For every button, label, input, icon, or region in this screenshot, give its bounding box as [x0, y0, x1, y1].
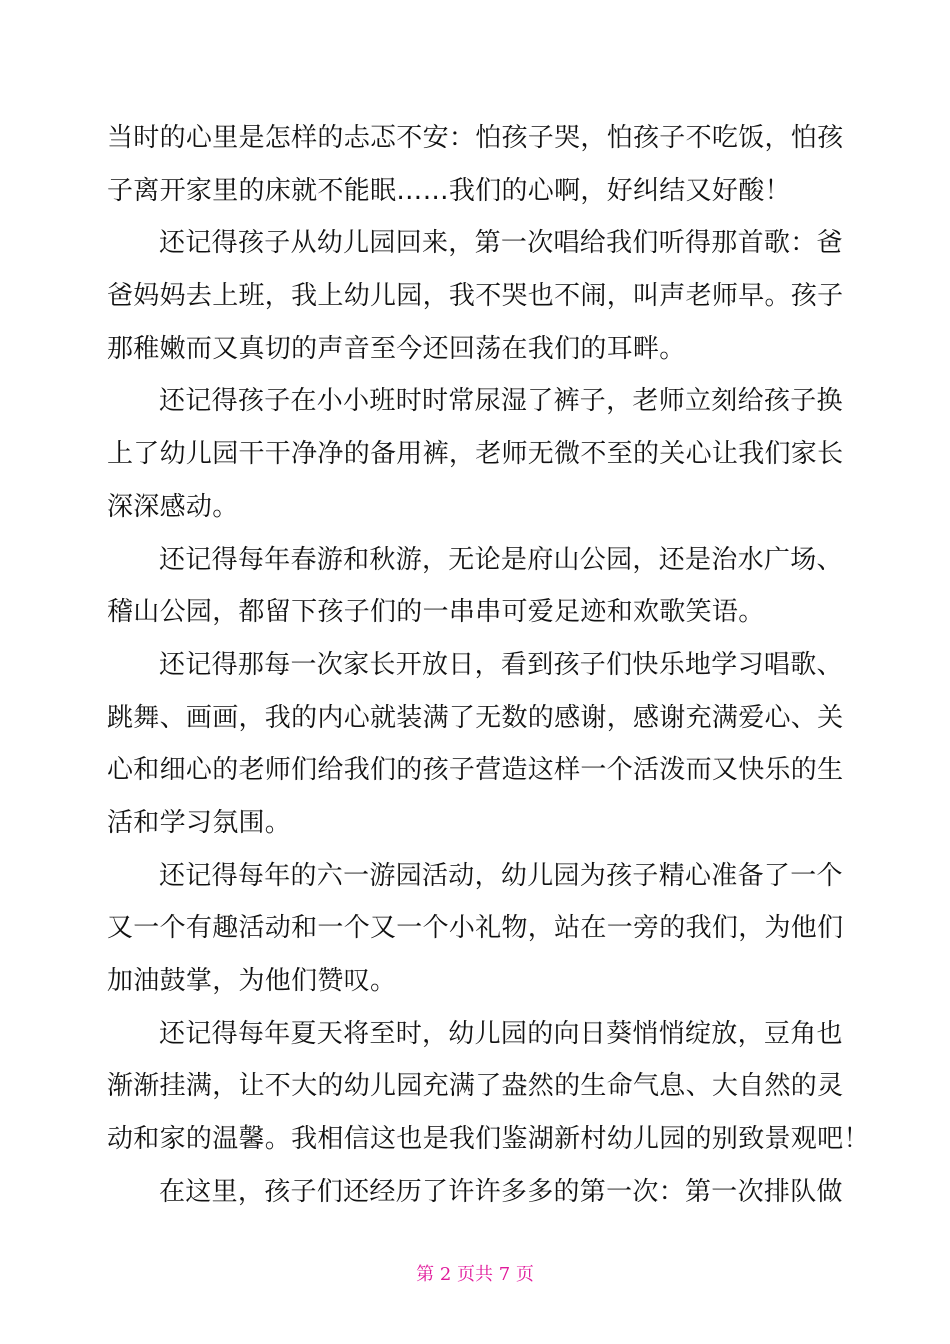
text-line: 还记得每年春游和秋游，无论是府山公园，还是治水广场、: [159, 544, 843, 575]
text-line: 又一个有趣活动和一个又一个小礼物，站在一旁的我们，为他们: [107, 913, 844, 944]
text-line: 上了幼儿园干干净净的备用裤，老师无微不至的关心让我们家长: [107, 439, 844, 470]
text-line: 心和细心的老师们给我们的孩子营造这样一个活泼而又快乐的生: [107, 755, 844, 786]
text-line: 还记得每年的六一游园活动，幼儿园为孩子精心准备了一个: [159, 860, 843, 891]
text-line: 当时的心里是怎样的忐忑不安：怕孩子哭，怕孩子不吃饭，怕孩: [107, 123, 844, 153]
text-line: 还记得每年夏天将至时，幼儿园的向日葵悄悄绽放，豆角也: [159, 1018, 843, 1049]
text-line: 在这里，孩子们还经历了许许多多的第一次：第一次排队做: [159, 1176, 843, 1207]
text-line: 那稚嫩而又真切的声音至今还回荡在我们的耳畔。: [107, 333, 686, 364]
document-body: [107, 112, 870, 1218]
text-line: 还记得孩子从幼儿园回来，第一次唱给我们听得那首歌：爸: [159, 228, 843, 259]
text-line: 跳舞、画画，我的内心就装满了无数的感谢，感谢充满爱心、关: [107, 702, 844, 733]
text-line: 还记得那每一次家长开放日，看到孩子们快乐地学习唱歌、: [159, 649, 843, 680]
text-line: 爸妈妈去上班，我上幼儿园，我不哭也不闹，叫声老师早。孩子: [107, 281, 844, 312]
text-line: 加油鼓掌，为他们赞叹。: [107, 966, 397, 996]
text-line: 动和家的温馨。我相信这也是我们鉴湖新村幼儿园的别致景观吧！: [107, 1124, 870, 1155]
text-line: 还记得孩子在小小班时时常尿湿了裤子，老师立刻给孩子换: [159, 386, 843, 417]
text-line: 稽山公园，都留下孩子们的一串串可爱足迹和欢歌笑语。: [107, 597, 765, 628]
page-footer: 第 2 页共 7 页: [416, 1264, 534, 1285]
text-line: 活和学习氛围。: [107, 807, 292, 838]
text-line: 深深感动。: [107, 491, 239, 522]
text-line: 子离开家里的床就不能眠……我们的心啊，好纠结又好酸！: [107, 175, 791, 206]
text-line: 渐渐挂满，让不大的幼儿园充满了盎然的生命气息、大自然的灵: [107, 1071, 844, 1102]
